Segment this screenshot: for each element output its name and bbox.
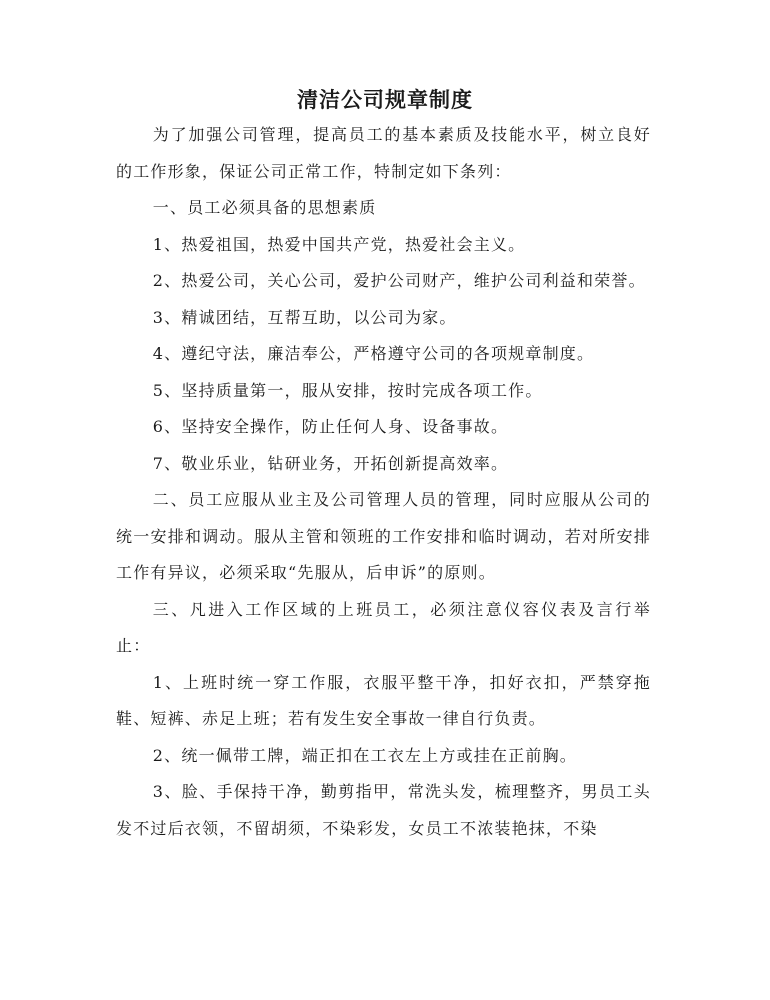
list-item: 3、精诚团结，互帮互助，以公司为家。 — [152, 307, 457, 327]
list-item: 5、坚持质量第一，服从安排，按时完成各项工作。 — [152, 380, 543, 400]
section-heading-2: 二、员工应服从业主及公司管理人员的管理，同时应服从公司的统一安排和调动。服从主管和领班的工作安排和临时调动，若对所安排工作有异议，必须采取“先服从，后申诉”的原则。 — [116, 490, 651, 582]
document-body — [116, 117, 651, 847]
list-item: 6、坚持安全操作，防止任何人身、设备事故。 — [152, 417, 509, 436]
document-title: 清洁公司规章制度 — [297, 88, 473, 112]
list-item: 1、上班时统一穿工作服，衣服平整干净，扣好衣扣，严禁穿拖鞋、短裤、赤足上班；若有发生安全事故一律自行负责。 — [116, 672, 651, 728]
section-heading-1: 一、员工必须具备的思想素质 — [152, 198, 377, 217]
list-item: 2、统一佩带工牌，端正扣在工衣左上方或挂在正前胸。 — [152, 745, 577, 765]
paragraph-intro: 为了加强公司管理，提高员工的基本素质及技能水平，树立良好的工作形象，保证公司正常工作，特制定如下条列： — [116, 125, 651, 181]
list-item: 3、脸、手保持干净，勤剪指甲，常洗头发，梳理整齐，男员工头发不过后衣领，不留胡须，不染彩发，女员工不浓装艳抹，不染 — [116, 782, 651, 838]
list-item: 7、敬业乐业，钻研业务，开拓创新提高效率。 — [152, 453, 509, 473]
list-item: 4、遵纪守法，廉洁奉公，严格遵守公司的各项规章制度。 — [152, 344, 595, 363]
list-item: 1、热爱祖国，热爱中国共产党，热爱社会主义。 — [152, 234, 526, 254]
list-item: 2、热爱公司，关心公司，爱护公司财产，维护公司利益和荣誉。 — [152, 271, 646, 290]
section-heading-3: 三、凡进入工作区域的上班员工，必须注意仪容仪表及言行举止： — [116, 599, 651, 655]
